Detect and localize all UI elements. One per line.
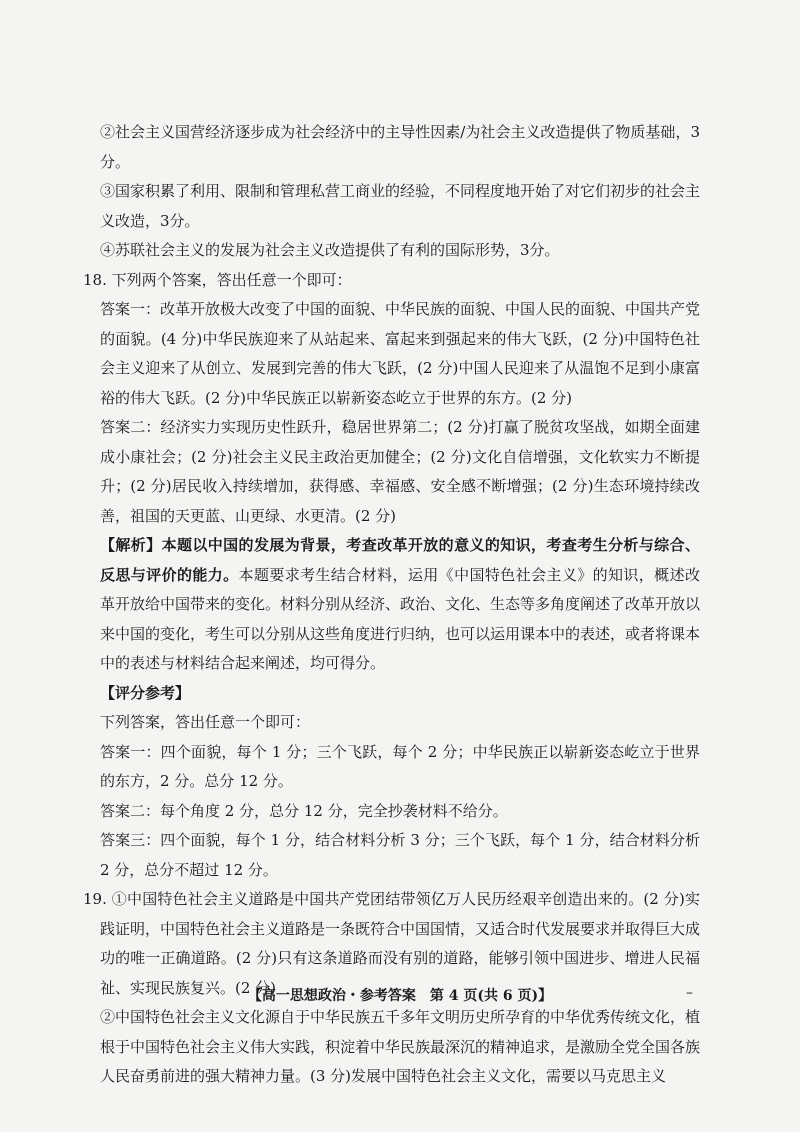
question-18-heading: 18. 下列两个答案，答出任意一个即可：: [83, 270, 352, 289]
footer-mark: –: [686, 985, 693, 1001]
answer-line-2: ②社会主义国营经济逐步成为社会经济中的主导性因素/为社会主义改造提供了物质基础，3分。: [100, 123, 700, 171]
q18-answer-1: 答案一：改革开放极大改变了中国的面貌、中华民族的面貌、中国人民的面貌、中国共产党的面貌。(4 分)中华民族迎来了从站起来、富起来到强起来的伟大飞跃，(2 分)中国特色社会主义迎来了从创立、发展到完善的伟大飞跃，(2 分)中国人民迎来了从温饱不足到小康富裕的伟大飞跃。(2 分)中华民族正以崭新姿态屹立于世界的东方。(2 分): [100, 300, 701, 407]
answer-content: [83, 118, 701, 1092]
scoring-intro: 下列答案，答出任意一个即可：: [100, 713, 311, 731]
answer-line-3: ③国家积累了利用、限制和管理私营工商业的经验，不同程度地开始了对它们初步的社会主义改造，3分。: [100, 182, 701, 230]
scoring-answer-2: 答案二：每个角度 2 分，总分 12 分，完全抄袭材料不给分。: [100, 801, 508, 820]
page-footer: 【高一思想政治・参考答案 第 4 页(共 6 页)】: [247, 988, 553, 1004]
question-19-part-1: 19. ①中国特色社会主义道路是中国共产党团结带领亿万人民历经艰辛创造出来的。(2 分)实践证明，中国特色社会主义道路是一条既符合中国国情，又适合时代发展要求并取得巨大成功的唯一正确道路。(2 分)只有这条道路而没有别的道路，能够引领中国进步、增进人民福祉、实现民族复兴。(2 分): [83, 890, 701, 997]
analysis-label: 【解析】: [100, 536, 162, 554]
analysis-text: 本题要求考生结合材料，运用《中国特色社会主义》的知识，概述改革开放给中国带来的变化。材料分别从经济、政治、文化、生态等多角度阐述了改革开放以来中国的变化，考生可以分别从这些角度进行归纳，也可以运用课本中的表述，或者将课本中的表述与材料结合起来阐述，均可得分。: [100, 565, 701, 672]
question-19-part-2: ②中国特色社会主义文化源自于中华民族五千多年文明历史所孕育的中华优秀传统文化，植根于中国特色社会主义伟大实践，积淀着中华民族最深沉的精神追求，是激励全党全国各族人民奋勇前进的强大精神力量。(3 分)发展中国特色社会主义文化，需要以马克思主义: [100, 1008, 701, 1085]
analysis-paragraph: [100, 531, 700, 679]
scoring-answer-1: 答案一：四个面貌，每个 1 分；三个飞跃，每个 2 分；中华民族正以崭新姿态屹立于世界的东方，2 分。总分 12 分。: [100, 742, 700, 790]
answer-line-4: ④苏联社会主义的发展为社会主义改造提供了有利的国际形势，3分。: [100, 241, 560, 259]
q18-answer-2: 答案二：经济实力实现历史性跃升，稳居世界第二；(2 分)打赢了脱贫攻坚战，如期全面建成小康社会；(2 分)社会主义民主政治更加健全；(2 分)文化自信增强，文化软实力不断提升；(2 分)居民收入持续增加，获得感、幸福感、安全感不断增强；(2 分)生态环境持续改善，祖国的天更蓝、山更绿、水更清。(2 分): [100, 418, 700, 525]
scoring-answer-3: 答案三：四个面貌，每个 1 分，结合材料分析 3 分；三个飞跃，每个 1 分，结合材料分析 2 分，总分不超过 12 分。: [100, 831, 700, 879]
scoring-reference-label: 【评分参考】: [100, 683, 191, 702]
analysis-bold-text: 本题以中国的发展为背景，考查改革开放的意义的知识，考查考生分析与综合、反思与评价的能力。: [100, 536, 700, 584]
